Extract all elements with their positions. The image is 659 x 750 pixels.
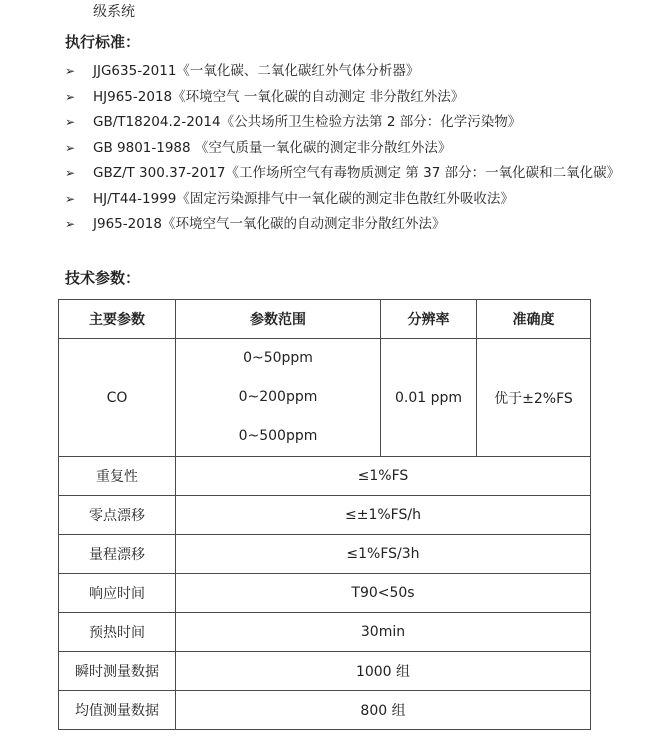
param-name-cell: 零点漂移 <box>59 496 176 535</box>
standard-text: JJG635-2011《一氧化碳、二氧化碳红外气体分析器》 <box>93 63 420 79</box>
standard-text: GB 9801-1988 《空气质量一氧化碳的测定非分散红外法》 <box>93 139 452 156</box>
param-name-cell: 响应时间 <box>59 574 176 613</box>
header-cell-param: 主要参数 <box>59 300 176 339</box>
table-row <box>59 691 591 730</box>
table-row <box>59 496 591 535</box>
tech-params-table <box>58 299 591 730</box>
tech-params-heading: 技术参数： <box>65 269 141 287</box>
list-item <box>65 161 625 187</box>
list-item <box>65 212 625 238</box>
param-value-cell: ≤1%FS <box>176 457 591 496</box>
co-range-cell <box>176 339 381 457</box>
header-cell-accuracy: 准确度 <box>477 300 591 339</box>
list-item <box>65 59 625 85</box>
param-value-cell: 30min <box>176 613 591 652</box>
arrow-bullet-icon: ➢ <box>65 64 76 78</box>
standard-text: GB/T18204.2-2014《公共场所卫生检验方法第 2 部分：化学污染物》 <box>93 114 522 130</box>
standard-text: GBZ/T 300.37-2017《工作场所空气有毒物质测定 第 37 部分：一氧化碳和二氧化碳》 <box>93 165 621 181</box>
range-value: 0~500ppm <box>238 428 318 444</box>
list-item <box>65 136 625 162</box>
header-cell-resolution: 分辨率 <box>381 300 477 339</box>
arrow-bullet-icon: ➢ <box>65 115 76 129</box>
range-value: 0~200ppm <box>238 389 318 405</box>
arrow-bullet-icon: ➢ <box>65 166 76 180</box>
table-header-row <box>59 300 591 339</box>
param-name-cell: 预热时间 <box>59 613 176 652</box>
list-item <box>65 85 625 111</box>
standards-heading: 执行标准： <box>65 33 141 51</box>
range-value: 0~50ppm <box>243 350 313 366</box>
param-name-cell: 量程漂移 <box>59 535 176 574</box>
param-value-cell: ≤±1%FS/h <box>176 496 591 535</box>
param-value-cell: ≤1%FS/3h <box>176 535 591 574</box>
table-row <box>59 535 591 574</box>
table-row <box>59 574 591 613</box>
standards-list <box>65 59 625 238</box>
param-name-cell: 重复性 <box>59 457 176 496</box>
co-accuracy-cell: 优于±2%FS <box>477 339 591 457</box>
param-name-cell: 均值测量数据 <box>59 691 176 730</box>
standard-text: HJ965-2018《环境空气 一氧化碳的自动测定 非分散红外法》 <box>93 88 465 105</box>
co-resolution-cell: 0.01 ppm <box>381 339 477 457</box>
header-cell-range: 参数范围 <box>176 300 381 339</box>
arrow-bullet-icon: ➢ <box>65 89 76 104</box>
param-value-cell: 1000 组 <box>176 652 591 691</box>
table-row <box>59 613 591 652</box>
list-item <box>65 187 625 213</box>
param-value-cell: 800 组 <box>176 691 591 730</box>
table-row <box>59 652 591 691</box>
arrow-bullet-icon: ➢ <box>65 140 76 155</box>
arrow-bullet-icon: ➢ <box>65 191 76 206</box>
continued-text: 级系统 <box>93 4 135 20</box>
list-item <box>65 110 625 136</box>
co-name-cell: CO <box>59 339 176 457</box>
table-row <box>59 457 591 496</box>
standard-text: HJ/T44-1999《固定污染源排气中一氧化碳的测定非色散红外吸收法》 <box>93 190 514 207</box>
standard-text: J965-2018《环境空气一氧化碳的自动测定非分散红外法》 <box>93 216 446 232</box>
param-name-cell: 瞬时测量数据 <box>59 652 176 691</box>
arrow-bullet-icon: ➢ <box>65 217 76 231</box>
table-row-co <box>59 339 591 457</box>
param-value-cell: T90<50s <box>176 574 591 613</box>
